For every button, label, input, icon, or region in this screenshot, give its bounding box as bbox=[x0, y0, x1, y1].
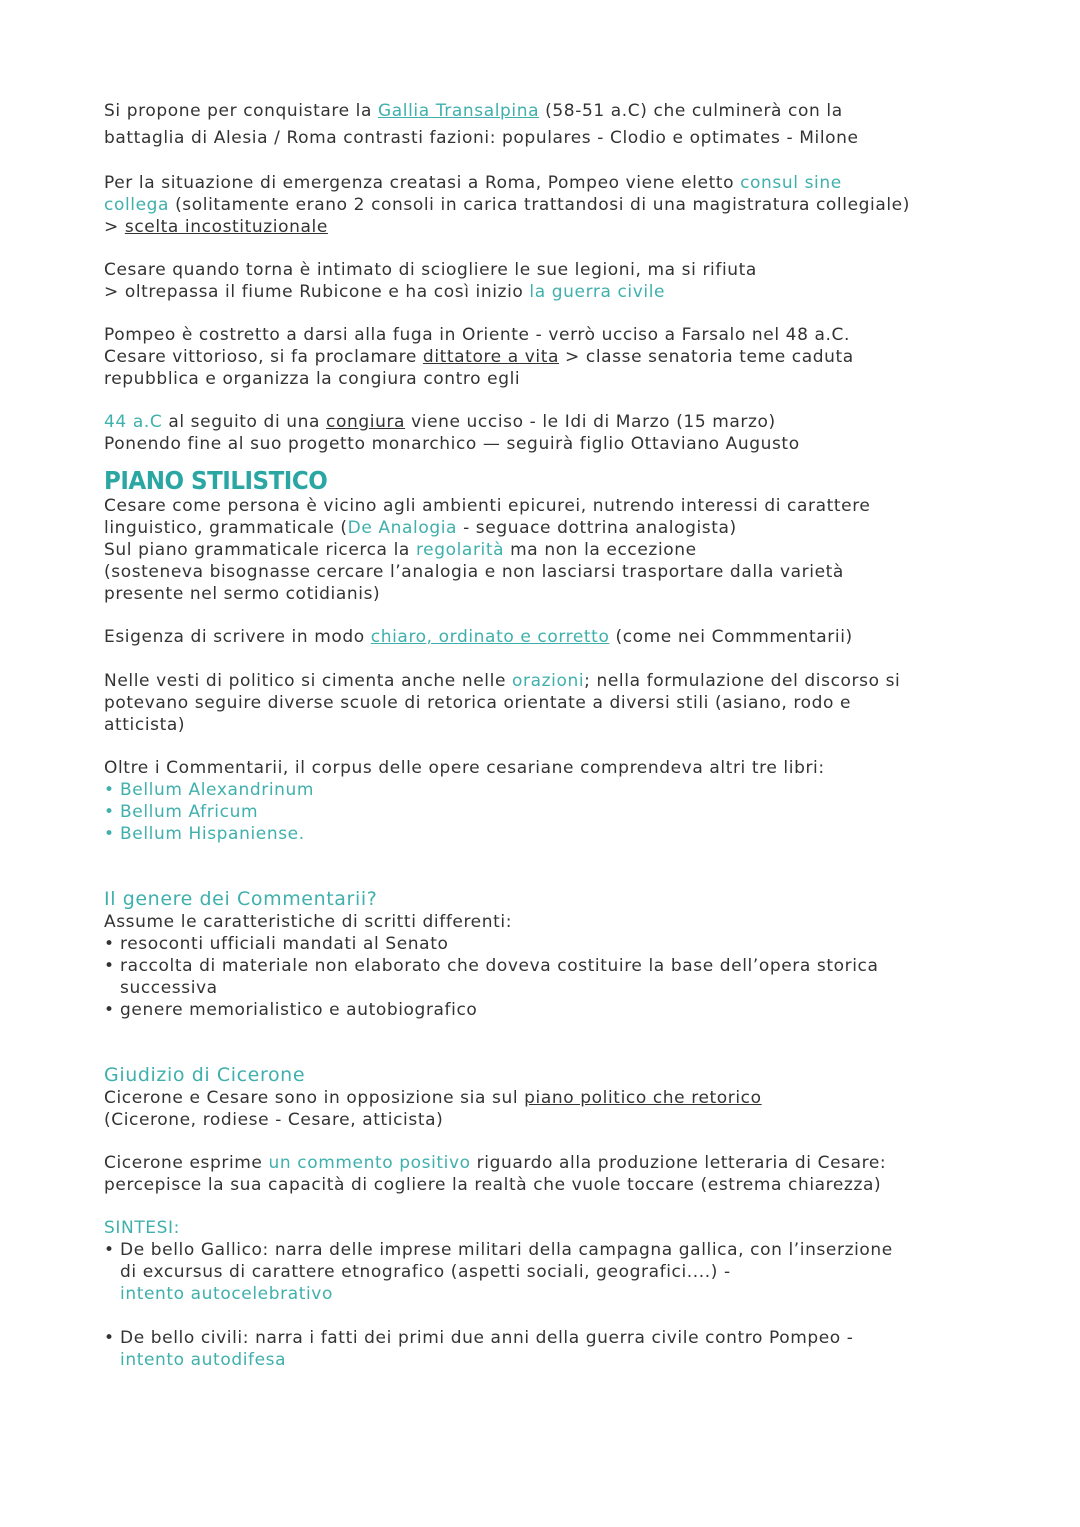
paragraph-epicurei: Cesare come persona è vicino agli ambienti epicurei, nutrendo interessi di carattere linguistico, grammaticale (De Analogia - seguace dottrina analogista) Sul piano grammaticale ricerca la regolarità ma non la eccezione (sosteneva bisognasse cercare l’analogia e non lasciarsi trasportare dalla varietà presente nel sermo cotidianis) bbox=[104, 496, 871, 604]
sintesi-label: SINTESI: bbox=[104, 1218, 180, 1238]
paragraph-gallia: Si propone per conquistare la Gallia Transalpina (58-51 a.C) che culminerà con la battaglia di Alesia / Roma contrasti fazioni: populares - Clodio e optimates - Milone bbox=[104, 101, 859, 148]
collega-highlight: collega bbox=[104, 195, 170, 215]
paragraph-orazioni: Nelle vesti di politico si cimenta anche nelle orazioni; nella formulazione del discorso si potevano seguire diverse scuole di retorica orientate a diversi stili (asiano, rodo e atticista) bbox=[104, 671, 901, 735]
guerra-civile-highlight: la guerra civile bbox=[529, 282, 666, 302]
paragraph-opposizione: Cicerone e Cesare sono in opposizione sia sul piano politico che retorico (Cicerone, rodiese - Cesare, atticista) bbox=[104, 1088, 762, 1130]
de-analogia-highlight: De Analogia bbox=[347, 518, 458, 538]
piano-politico-retorico-underline: piano politico che retorico bbox=[524, 1088, 762, 1108]
list-item: • De bello civili: narra i fatti dei primi due anni della guerra civile contro Pompeo - intento autodifesa bbox=[104, 1327, 1004, 1371]
paragraph-esigenza: Esigenza di scrivere in modo chiaro, ordinato e corretto (come nei Commmentarii) bbox=[104, 627, 853, 647]
gallia-transalpina-link[interactable]: Gallia Transalpina bbox=[377, 101, 540, 121]
paragraph-idi-di-marzo: 44 a.C al seguito di una congiura viene ucciso - le Idi di Marzo (15 marzo) Ponendo fine al suo progetto monarchico — seguirà figlio Ottaviano Augusto bbox=[104, 412, 800, 454]
subheading-genere-commentarii: Il genere dei Commentarii? bbox=[104, 888, 378, 910]
paragraph-commento-positivo: Cicerone esprime un commento positivo riguardo alla produzione letteraria di Cesare: percepisce la sua capacità di cogliere la realtà che vuole toccare (estrema chiarezza) bbox=[104, 1153, 887, 1195]
paragraph-consul-sine-collega: Per la situazione di emergenza creatasi a Roma, Pompeo viene eletto consul sine collega (solitamente erano 2 consoli in carica trattandosi di una magistratura collegiale) > scelta incostituzionale bbox=[104, 173, 910, 237]
orazioni-highlight: orazioni bbox=[512, 671, 585, 691]
commento-positivo-highlight: un commento positivo bbox=[268, 1153, 471, 1173]
paragraph-pompeo-farsalo: Pompeo è costretto a darsi alla fuga in Oriente - verrò ucciso a Farsalo nel 48 a.C. Cesare vittorioso, si fa proclamare dittatore a vita > classe senatoria teme caduta repubblica e organizza la congiura contro egli bbox=[104, 325, 854, 389]
chiaro-ordinato-corretto-link[interactable]: chiaro, ordinato e corretto bbox=[370, 627, 610, 647]
regolarita-highlight: regolarità bbox=[415, 540, 505, 560]
list-item: • genere memorialistico e autobiografico bbox=[104, 999, 1004, 1021]
paragraph-caratteristiche: Assume le caratteristiche di scritti differenti: bbox=[104, 912, 513, 932]
subheading-giudizio-cicerone: Giudizio di Cicerone bbox=[104, 1064, 306, 1086]
consul-sine-highlight: consul sine bbox=[740, 173, 842, 193]
section-heading-piano-stilistico: PIANO STILISTICO bbox=[104, 467, 328, 496]
list-item: • De bello Gallico: narra delle imprese militari della campagna gallica, con l’inserzione di excursus di carattere etnografico (aspetti sociali, geografici....) - intento autocelebrativo bbox=[104, 1239, 1004, 1305]
congiura-underline: congiura bbox=[326, 412, 406, 432]
list-item: • resoconti ufficiali mandati al Senato bbox=[104, 933, 1004, 955]
paragraph-corpus: Oltre i Commentarii, il corpus delle opere cesariane comprendeva altri tre libri: bbox=[104, 758, 825, 778]
paragraph-rubicone: Cesare quando torna è intimato di sciogliere le sue legioni, ma si rifiuta > oltrepassa il fiume Rubicone e ha così inizio la guerra civile bbox=[104, 260, 757, 302]
scelta-incostituzionale-underline: scelta incostituzionale bbox=[124, 217, 328, 237]
document-page bbox=[104, 98, 1004, 1371]
caratteristiche-list bbox=[104, 933, 1004, 1021]
year-44-highlight: 44 a.C bbox=[104, 412, 163, 432]
dittatore-a-vita-underline: dittatore a vita bbox=[422, 347, 560, 367]
intento-autodifesa-highlight: intento autodifesa bbox=[120, 1350, 287, 1370]
corpus-list bbox=[104, 779, 1004, 845]
list-item: • Bellum Hispaniense. bbox=[104, 823, 1004, 845]
intento-autocelebrativo-highlight: intento autocelebrativo bbox=[120, 1284, 333, 1304]
list-item: • raccolta di materiale non elaborato che doveva costituire la base dell’opera storica successiva bbox=[104, 955, 1004, 999]
sintesi-list bbox=[104, 1239, 1004, 1371]
list-item: • Bellum Africum bbox=[104, 801, 1004, 823]
list-item: • Bellum Alexandrinum bbox=[104, 779, 1004, 801]
